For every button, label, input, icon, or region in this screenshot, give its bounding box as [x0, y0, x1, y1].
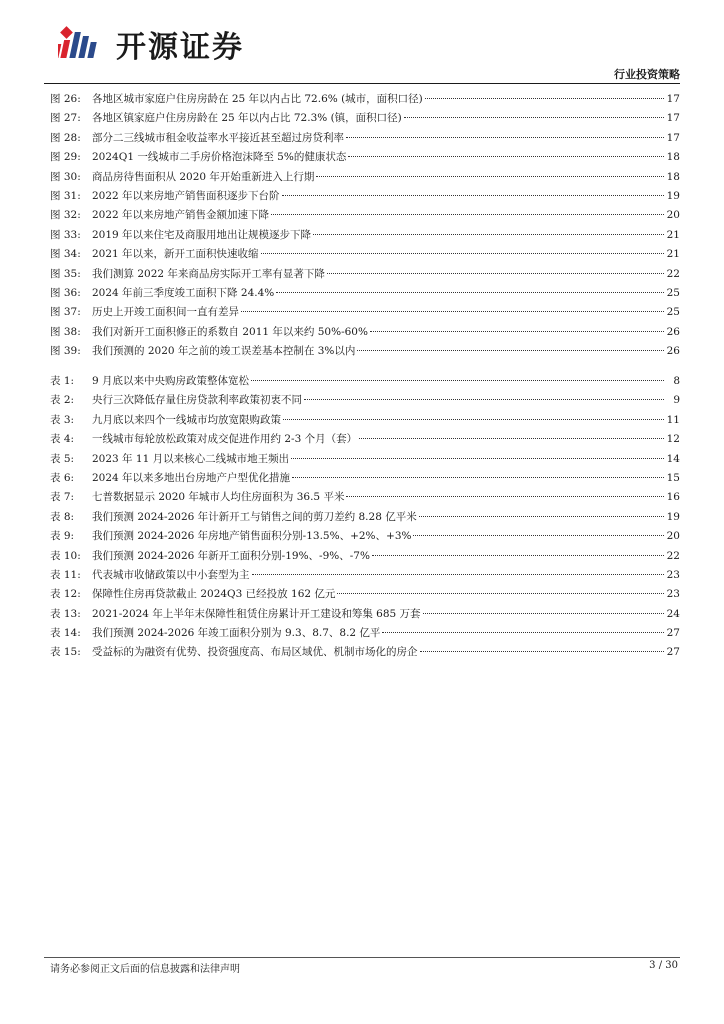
toc-entry-title: 我们对新开工面积修正的系数自 2011 年以来约 50%-60%: [92, 325, 368, 338]
toc-entry-label: 表 4:: [50, 433, 75, 446]
toc-dot-leader: [372, 555, 664, 556]
toc-dot-leader: [271, 214, 664, 215]
toc-entry-label: 表 10:: [50, 549, 81, 562]
toc-entry-page: 19: [666, 189, 680, 202]
toc-dot-leader: [346, 137, 664, 138]
toc-dot-leader: [425, 98, 664, 99]
toc-entry-page: 17: [666, 112, 680, 125]
toc-entry-label: 表 15:: [50, 646, 81, 659]
toc-entry-page: 18: [666, 170, 680, 183]
table-list: [50, 372, 680, 663]
toc-entry-label: 表 13:: [50, 607, 81, 620]
toc-entry-title: 我们预测 2024-2026 年竣工面积分别为 9.3、8.7、8.2 亿平: [92, 627, 381, 640]
figure-toc-entry[interactable]: [50, 226, 680, 245]
toc-entry-page: 26: [666, 345, 680, 358]
toc-entry-page: 15: [666, 471, 680, 484]
toc-dot-leader: [370, 331, 664, 332]
toc-entry-label: 图 30:: [50, 170, 81, 183]
toc-entry-page: 26: [666, 325, 680, 338]
table-toc-entry[interactable]: [50, 391, 680, 410]
toc-entry-title: 我们预测的 2020 年之前的竣工误差基本控制在 3%以内: [92, 345, 356, 358]
figure-toc-entry[interactable]: [50, 90, 680, 109]
toc-entry-label: 图 37:: [50, 306, 81, 319]
toc-entry-page: 16: [666, 491, 680, 504]
toc-entry-page: 25: [666, 306, 680, 319]
toc-entry-label: 表 8:: [50, 510, 75, 523]
toc-entry-title: 2024 年前三季度竣工面积下降 24.4%: [92, 286, 275, 299]
toc-entry-label: 表 1:: [50, 375, 75, 387]
toc-dot-leader: [404, 117, 664, 118]
toc-entry-title: 我们预测 2024-2026 年计新开工与销售之间的剪刀差约 8.28 亿平米: [92, 510, 417, 523]
table-toc-entry[interactable]: [50, 508, 680, 527]
toc-entry-title: 一线城市每轮放松政策对成交促进作用约 2-3 个月（套）: [92, 433, 358, 446]
toc-entry-label: 图 34:: [50, 248, 81, 261]
toc-entry-title: 2021 年以来，新开工面积快速收缩: [92, 248, 259, 261]
toc-entry-title: 保障性住房再贷款截止 2024Q3 已经投放 162 亿元: [92, 588, 336, 601]
toc-dot-leader: [346, 496, 664, 497]
figure-list: [50, 90, 680, 361]
toc-entry-title: 代表城市收储政策以中小套型为主: [92, 568, 250, 581]
toc-dot-leader: [304, 399, 664, 400]
table-toc-entry[interactable]: [50, 585, 680, 604]
toc-entry-label: 图 36:: [50, 286, 81, 299]
toc-dot-leader: [420, 651, 665, 652]
figure-toc-entry[interactable]: [50, 265, 680, 284]
toc-entry-label: 图 33:: [50, 228, 81, 241]
toc-dot-leader: [291, 458, 664, 459]
toc-dot-leader: [282, 195, 664, 196]
toc-entry-page: 17: [666, 131, 680, 144]
table-toc-entry[interactable]: [50, 527, 680, 546]
toc-entry-title: 商品房待售面积从 2020 年开始重新进入上行期: [92, 170, 315, 183]
brand-logo: [58, 22, 244, 66]
toc-entry-title: 我们预测 2024-2026 年新开工面积分别-19%、-9%、-7%: [92, 549, 370, 562]
toc-entry-title: 央行三次降低存量住房贷款利率政策初衷不同: [92, 394, 302, 407]
toc-entry-page: 24: [666, 607, 680, 620]
page-number: 3 / 30: [649, 960, 678, 971]
table-toc-entry[interactable]: [50, 469, 680, 488]
toc-dot-leader: [283, 419, 664, 420]
toc-entry-title: 2022 年以来房地产销售面积逐步下台阶: [92, 189, 280, 202]
toc-entry-page: 8: [673, 375, 680, 387]
figure-toc-entry[interactable]: [50, 303, 680, 322]
toc-dot-leader: [292, 477, 664, 478]
toc-entry-label: 表 12:: [50, 588, 81, 601]
toc-dot-leader: [337, 593, 664, 594]
toc-entry-label: 图 29:: [50, 151, 81, 164]
toc-entry-label: 图 32:: [50, 209, 81, 222]
toc-entry-title: 历史上开竣工面积间一直有差异: [92, 306, 239, 319]
toc-entry-label: 图 38:: [50, 325, 81, 338]
table-toc-entry[interactable]: [50, 566, 680, 585]
toc-dot-leader: [419, 516, 664, 517]
toc-entry-page: 22: [666, 549, 680, 562]
toc-entry-page: 27: [666, 646, 680, 659]
toc-entry-page: 21: [666, 248, 680, 261]
toc-entry-page: 17: [666, 93, 680, 105]
toc-entry-title: 部分二三线城市租金收益率水平接近甚至超过房贷利率: [92, 131, 344, 144]
figure-toc-entry[interactable]: [50, 323, 680, 342]
toc-entry-page: 11: [666, 413, 680, 426]
toc-entry-title: 各地区城市家庭户住房房龄在 25 年以内占比 72.6% (城市，面积口径): [92, 93, 423, 105]
toc-dot-leader: [423, 613, 664, 614]
toc-entry-page: 21: [666, 228, 680, 241]
figure-toc-entry[interactable]: [50, 206, 680, 225]
toc-entry-title: 七普数据显示 2020 年城市人均住房面积为 36.5 平米: [92, 491, 345, 504]
table-toc-entry[interactable]: [50, 605, 680, 624]
figure-toc-entry[interactable]: [50, 148, 680, 167]
toc-entry-label: 表 6:: [50, 471, 75, 484]
table-toc-entry[interactable]: [50, 488, 680, 507]
brand-name: 开源证券: [116, 30, 244, 65]
toc-entry-label: 表 5:: [50, 452, 75, 465]
toc-entry-page: 23: [666, 588, 680, 601]
toc-entry-label: 图 35:: [50, 267, 81, 280]
toc-entry-title: 各地区镇家庭户住房房龄在 25 年以内占比 72.3% (镇，面积口径): [92, 112, 402, 125]
toc-entry-label: 图 26:: [50, 93, 81, 105]
toc-entry-page: 20: [666, 530, 680, 543]
figure-toc-entry[interactable]: [50, 168, 680, 187]
table-toc-entry[interactable]: [50, 450, 680, 469]
toc-dot-leader: [313, 234, 664, 235]
toc-entry-page: 14: [666, 452, 680, 465]
table-toc-entry[interactable]: [50, 643, 680, 662]
figure-toc-entry[interactable]: [50, 284, 680, 303]
toc-entry-label: 表 3:: [50, 413, 75, 426]
toc-dot-leader: [359, 438, 664, 439]
toc-entry-page: 23: [666, 568, 680, 581]
toc-entry-label: 表 11:: [50, 568, 81, 581]
toc-entry-page: 9: [673, 394, 680, 407]
table-toc-entry[interactable]: [50, 430, 680, 449]
toc-entry-label: 表 9:: [50, 530, 75, 543]
toc-entry-label: 图 28:: [50, 131, 81, 144]
footer-disclaimer: 请务必参阅正文后面的信息披露和法律声明: [50, 964, 240, 975]
figure-toc-entry[interactable]: [50, 187, 680, 206]
toc-dot-leader: [276, 292, 664, 293]
figure-toc-entry[interactable]: [50, 245, 680, 264]
toc-entry-title: 2023 年 11 月以来核心二线城市地王频出: [92, 452, 290, 465]
figure-toc-entry[interactable]: [50, 342, 680, 361]
toc-entry-title: 2021-2024 年上半年末保障性租赁住房累计开工建设和筹集 685 万套: [92, 607, 421, 620]
toc-entry-page: 20: [666, 209, 680, 222]
toc-entry-page: 22: [666, 267, 680, 280]
toc-entry-title: 2024 年以来多地出台房地产户型优化措施: [92, 471, 291, 484]
toc-entry-page: 19: [666, 510, 680, 523]
toc-entry-label: 图 39:: [50, 345, 81, 358]
toc-entry-page: 12: [666, 433, 680, 446]
toc-dot-leader: [327, 273, 664, 274]
toc-entry-label: 图 31:: [50, 189, 81, 202]
toc-entry-label: 图 27:: [50, 112, 81, 125]
toc-entry-page: 18: [666, 151, 680, 164]
report-type-label: 行业投资策略: [614, 68, 680, 81]
toc-entry-label: 表 2:: [50, 394, 75, 407]
toc-entry-title: 九月底以来四个一线城市均放宽限购政策: [92, 413, 281, 426]
toc-dot-leader: [251, 380, 664, 381]
footer-divider: [44, 957, 680, 958]
figure-toc-entry[interactable]: [50, 109, 680, 128]
toc-dot-leader: [382, 632, 664, 633]
table-toc-entry[interactable]: [50, 624, 680, 643]
toc-entry-page: 25: [666, 286, 680, 299]
toc-entry-title: 9 月底以来中央购房政策整体宽松: [92, 375, 250, 387]
toc-entry-label: 表 7:: [50, 491, 75, 504]
table-toc-entry[interactable]: [50, 411, 680, 430]
toc-entry-title: 我们预测 2024-2026 年房地产销售面积分别-13.5%、+2%、+3%: [92, 530, 412, 543]
toc-dot-leader: [413, 535, 664, 536]
toc-entry-label: 表 14:: [50, 627, 81, 640]
toc-entry-title: 我们测算 2022 年来商品房实际开工率有显著下降: [92, 267, 325, 280]
toc-dot-leader: [348, 156, 664, 157]
toc-entry-title: 2022 年以来房地产销售金额加速下降: [92, 209, 270, 222]
toc-entry-page: 27: [666, 627, 680, 640]
toc-dot-leader: [261, 253, 664, 254]
toc-entry-title: 受益标的为融资有优势、投资强度高、布局区域优、机制市场化的房企: [92, 646, 418, 659]
header-divider: [44, 83, 680, 84]
toc-dot-leader: [316, 176, 664, 177]
toc-dot-leader: [241, 311, 664, 312]
brand-logo-icon: [58, 22, 108, 66]
toc-dot-leader: [252, 574, 665, 575]
toc-entry-title: 2024Q1 一线城市二手房价格泡沫降至 5%的健康状态: [92, 151, 347, 164]
table-toc-entry[interactable]: [50, 372, 680, 391]
table-toc-entry[interactable]: [50, 547, 680, 566]
toc-entry-title: 2019 年以来住宅及商服用地出让规模逐步下降: [92, 228, 312, 241]
figure-toc-entry[interactable]: [50, 129, 680, 148]
toc-dot-leader: [357, 350, 664, 351]
